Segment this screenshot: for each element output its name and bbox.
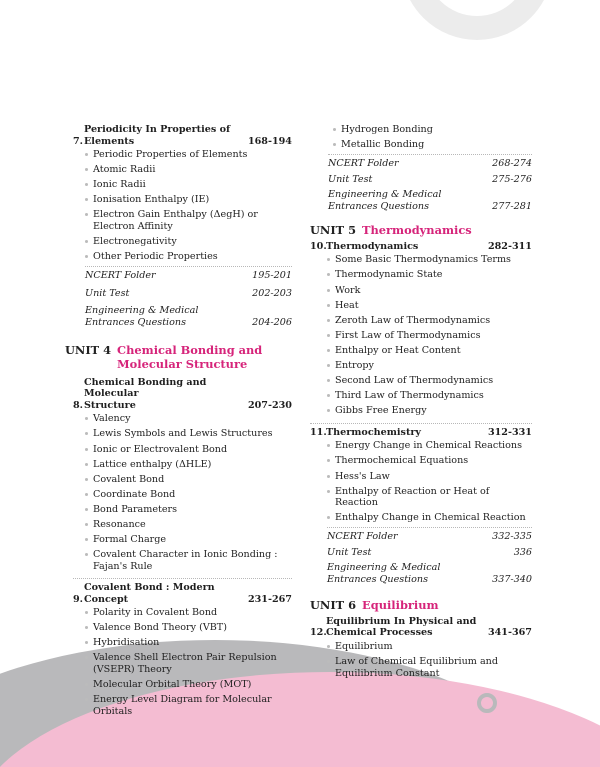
chapter-title: Periodicity In Properties of Elements (84, 124, 231, 147)
topic-list (73, 413, 292, 572)
page-range: 332-335 (492, 531, 532, 543)
chapter-8 (73, 377, 292, 572)
engineering-label: Engineering & Medical Entrances Questions (85, 305, 199, 328)
topic-item: Covalent Bond (85, 474, 292, 486)
unit-test-label: Unit Test (85, 287, 130, 299)
unit-test-row (327, 547, 532, 559)
unit-label: UNIT 6 (310, 598, 357, 613)
page-range: 204-206 (252, 316, 292, 328)
topic-list (73, 149, 292, 263)
topic-item: Thermodynamic State (327, 269, 532, 281)
topic-item: Valence Shell Electron Pair Repulsion (VSEPR) Theory (85, 652, 292, 675)
topic-item: Lewis Symbols and Lewis Structures (85, 428, 292, 440)
topic-item: Polarity in Covalent Bond (85, 607, 292, 619)
unit-test-label: Unit Test (327, 546, 372, 558)
page-range: 268-274 (492, 158, 532, 170)
chapter-extras (310, 527, 532, 585)
topic-item: Molecular Orbital Theory (MOT) (85, 679, 292, 691)
topic-item: Second Law of Thermodynamics (327, 375, 532, 387)
topic-item: Formal Charge (85, 534, 292, 546)
topic-item: Hybridisation (85, 637, 292, 649)
unit-test-row (85, 288, 292, 300)
unit-test-label: Unit Test (328, 173, 373, 185)
chapter-number: 8. (73, 399, 84, 411)
topic-item: Valency (85, 413, 292, 425)
page-range: 282-311 (487, 240, 532, 252)
topic-item: Energy Level Diagram for Molecular Orbitals (85, 694, 292, 717)
engineering-label: Engineering & Medical Entrances Questions (327, 562, 441, 585)
topic-item: Some Basic Thermodynamics Terms (327, 254, 532, 266)
topic-item: Heat (327, 300, 532, 312)
engineering-questions-row (85, 305, 292, 328)
topic-list (310, 641, 532, 679)
chapter-12 (310, 616, 532, 679)
unit-label: UNIT 5 (310, 223, 357, 238)
left-column (65, 124, 292, 721)
chapter-7 (73, 124, 292, 328)
chapter-heading (73, 582, 292, 605)
page-range: 207-230 (247, 399, 292, 411)
engineering-questions-row (327, 562, 532, 585)
topic-item: Enthalpy Change in Chemical Reaction (327, 512, 532, 524)
topic-item: Electronegativity (85, 236, 292, 248)
chapter-title: Thermodynamics (326, 240, 419, 252)
topic-item: Law of Chemical Equilibrium and Equilibrium Constant (327, 656, 532, 679)
topic-item: Atomic Radii (85, 164, 292, 176)
topic-item: Entropy (327, 360, 532, 372)
page-range: 312-331 (487, 426, 532, 438)
engineering-label: Engineering & Medical Entrances Questions (328, 189, 442, 212)
ncert-folder-row (85, 266, 292, 282)
topic-item: Periodic Properties of Elements (85, 149, 292, 161)
page-range: 277-281 (492, 200, 532, 212)
topic-item: Ionisation Enthalpy (IE) (85, 194, 292, 206)
ncert-folder-label: NCERT Folder (85, 270, 156, 282)
unit-title: Chemical Bonding and Molecular Structure (117, 343, 263, 371)
chapter-title: Chemical Bonding and Molecular Structure (84, 376, 207, 411)
topic-item: Coordinate Bond (85, 489, 292, 501)
ncert-folder-label: NCERT Folder (327, 531, 398, 543)
topic-item: Lattice enthalpy (ΔHLE) (85, 459, 292, 471)
page-range: 231-267 (247, 593, 292, 605)
unit-4-heading (65, 344, 292, 371)
chapter-heading (310, 427, 532, 439)
unit-title: Equilibrium (362, 598, 439, 613)
topic-item: Other Periodic Properties (85, 251, 292, 263)
topic-item: Bond Parameters (85, 504, 292, 516)
topic-item: Thermochemical Equations (327, 455, 532, 467)
chapter-number: 12. (310, 627, 327, 639)
page-range: 341-367 (487, 627, 532, 639)
chapter-heading (310, 241, 532, 253)
chapter-heading (310, 616, 532, 639)
unit-6-heading (310, 599, 532, 613)
chapter-number: 7. (73, 135, 84, 147)
page-range: 336 (513, 546, 532, 558)
topic-list (310, 440, 532, 523)
chapter-10 (310, 241, 532, 417)
topic-list (73, 607, 292, 717)
topic-item: Electron Gain Enthalpy (ΔegH) or Electron Affinity (85, 209, 292, 232)
page-range: 337-340 (492, 573, 532, 585)
continued-topic-list (310, 124, 532, 151)
chapter-number: 11. (310, 426, 327, 438)
chapter-title: Covalent Bond : Modern Concept (84, 582, 215, 605)
chapter-heading (73, 377, 292, 412)
page-range: 168-194 (247, 135, 292, 147)
topic-item: Ionic or Electrovalent Bond (85, 444, 292, 456)
topic-item: Enthalpy of Reaction or Heat of Reaction (327, 486, 532, 509)
unit-5-heading (310, 224, 532, 238)
topic-item: Enthalpy or Heat Content (327, 345, 532, 357)
engineering-questions-row (328, 189, 532, 212)
chapter-extras (310, 154, 532, 212)
ncert-folder-row (328, 154, 532, 170)
unit-test-row (328, 174, 532, 186)
chapter-title: Equilibrium In Physical and Chemical Processes (326, 615, 477, 639)
unit-label: UNIT 4 (65, 343, 112, 358)
topic-item: Ionic Radii (85, 179, 292, 191)
chapter-extras (73, 266, 292, 328)
topic-item: Zeroth Law of Thermodynamics (327, 315, 532, 327)
topic-item: Hess's Law (327, 471, 532, 483)
chapter-title: Thermochemistry (326, 426, 422, 438)
topic-item: Energy Change in Chemical Reactions (327, 440, 532, 452)
topic-item: Valence Bond Theory (VBT) (85, 622, 292, 634)
topic-item: Hydrogen Bonding (333, 124, 532, 136)
chapter-9 (73, 578, 292, 717)
ncert-folder-row (327, 527, 532, 543)
ncert-folder-label: NCERT Folder (328, 158, 399, 170)
chapter-number: 10. (310, 240, 327, 252)
topic-item: Covalent Character in Ionic Bonding : Fajan's Rule (85, 549, 292, 572)
page-range: 195-201 (252, 270, 292, 282)
topic-item: Gibbs Free Energy (327, 405, 532, 417)
topic-item: Equilibrium (327, 641, 532, 653)
page-range: 275-276 (492, 173, 532, 185)
top-right-ring-decoration (413, 0, 541, 28)
chapter-11 (310, 423, 532, 585)
topic-item: Resonance (85, 519, 292, 531)
topic-item: Work (327, 285, 532, 297)
topic-item: Third Law of Thermodynamics (327, 390, 532, 402)
page-range: 202-203 (252, 287, 292, 299)
topic-list (310, 254, 532, 416)
chapter-heading (73, 124, 292, 147)
right-column (310, 124, 532, 683)
chapter-number: 9. (73, 593, 84, 605)
unit-title: Thermodynamics (362, 223, 472, 238)
topic-item: Metallic Bonding (333, 139, 532, 151)
topic-item: First Law of Thermodynamics (327, 330, 532, 342)
